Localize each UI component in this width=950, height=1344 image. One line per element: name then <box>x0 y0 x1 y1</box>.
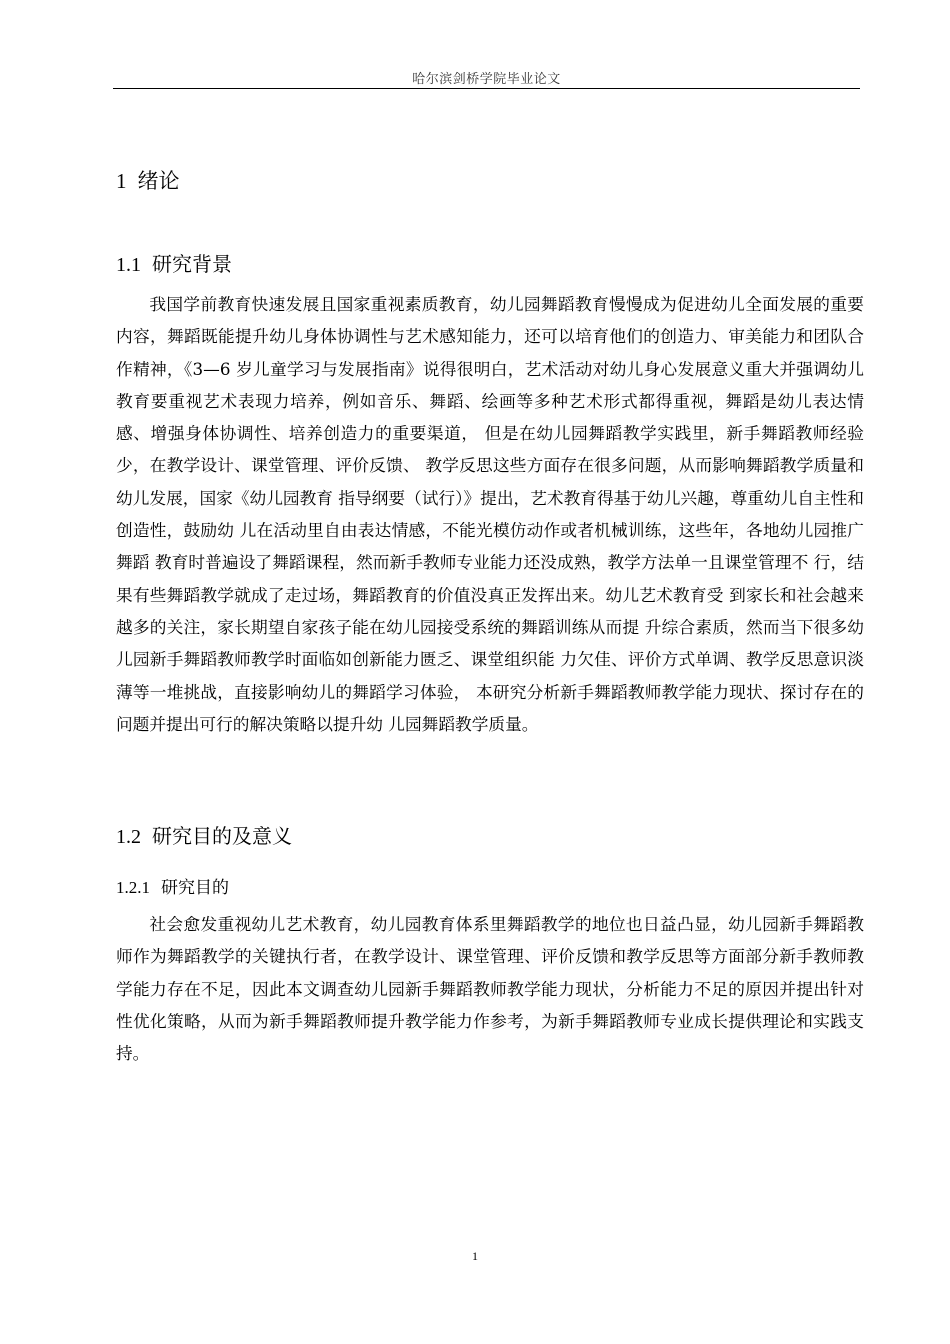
running-header: 哈尔滨剑桥学院毕业论文 <box>412 72 561 87</box>
section-heading-background <box>116 248 232 277</box>
subsection-number: 1.2.1 <box>116 878 150 897</box>
header-rule <box>113 88 860 89</box>
chapter-number: 1 <box>116 169 127 193</box>
page-number: 1 <box>472 1249 478 1263</box>
section-title: 研究背景 <box>152 252 232 276</box>
chapter-title: 绪论 <box>137 169 180 193</box>
section-number: 1.1 <box>116 254 141 276</box>
background-paragraph: 我国学前教育快速发展且国家重视素质教育，幼儿园舞蹈教育慢慢成为促进幼儿全面发展的重要内容，舞蹈既能提升幼儿身体协调性与艺术感知能力，还可以培育他们的创造力、审美能力和团队合作精神，《3—6 岁儿童学习与发展指南》说得很明白，艺术活动对幼儿身心发展意义重大并强调幼儿教育要重视艺术表现力培养，例如音乐、舞蹈、绘画等多种艺术形式都得重视，舞蹈是幼儿表达情感、增强身体协调性、培养创造力的重要渠道， 但是在幼儿园舞蹈教学实践里，新手舞蹈教师经验少，在教学设计、课堂管理、评价反馈、 教学反思这些方面存在很多问题，从而影响舞蹈教学质量和幼儿发展，国家《幼儿园教育 指导纲要（试行）》提出，艺术教育得基于幼儿兴趣，尊重幼儿自主性和创造性，鼓励幼 儿在活动里自由表达情感，不能光模仿动作或者机械训练，这些年，各地幼儿园推广舞蹈 教育时普遍设了舞蹈课程，然而新手教师专业能力还没成熟，教学方法单一且课堂管理不 行，结果有些舞蹈教学就成了走过场，舞蹈教育的价值没真正发挥出来。幼儿艺术教育受 到家长和社会越来越多的关注，家长期望自家孩子能在幼儿园接受系统的舞蹈训练从而提 升综合素质，然而当下很多幼儿园新手舞蹈教师教学时面临如创新能力匮乏、课堂组织能 力欠佳、评价方式单调、教学反思意识淡薄等一堆挑战，直接影响幼儿的舞蹈学习体验， 本研究分析新手舞蹈教师教学能力现状、探讨存在的问题并提出可行的解决策略以提升幼 儿园舞蹈教学质量。 <box>116 294 864 734</box>
section-number: 1.2 <box>116 826 141 848</box>
purpose-paragraph: 社会愈发重视幼儿艺术教育，幼儿园教育体系里舞蹈教学的地位也日益凸显，幼儿园新手舞蹈教师作为舞蹈教学的关键执行者，在教学设计、课堂管理、评价反馈和教学反思等方面部分新手教师教学能力存在不足，因此本文调查幼儿园新手舞蹈教师教学能力现状，分析能力不足的原因并提出针对性优化策略，从而为新手舞蹈教师提升教学能力作参考，为新手舞蹈教师专业成长提供理论和实践支持。 <box>116 914 864 1064</box>
chapter-heading <box>116 165 180 195</box>
subsection-heading-purpose <box>116 873 229 898</box>
section-title: 研究目的及意义 <box>152 824 292 848</box>
section-heading-purpose-significance <box>116 820 292 849</box>
subsection-title: 研究目的 <box>161 878 229 898</box>
